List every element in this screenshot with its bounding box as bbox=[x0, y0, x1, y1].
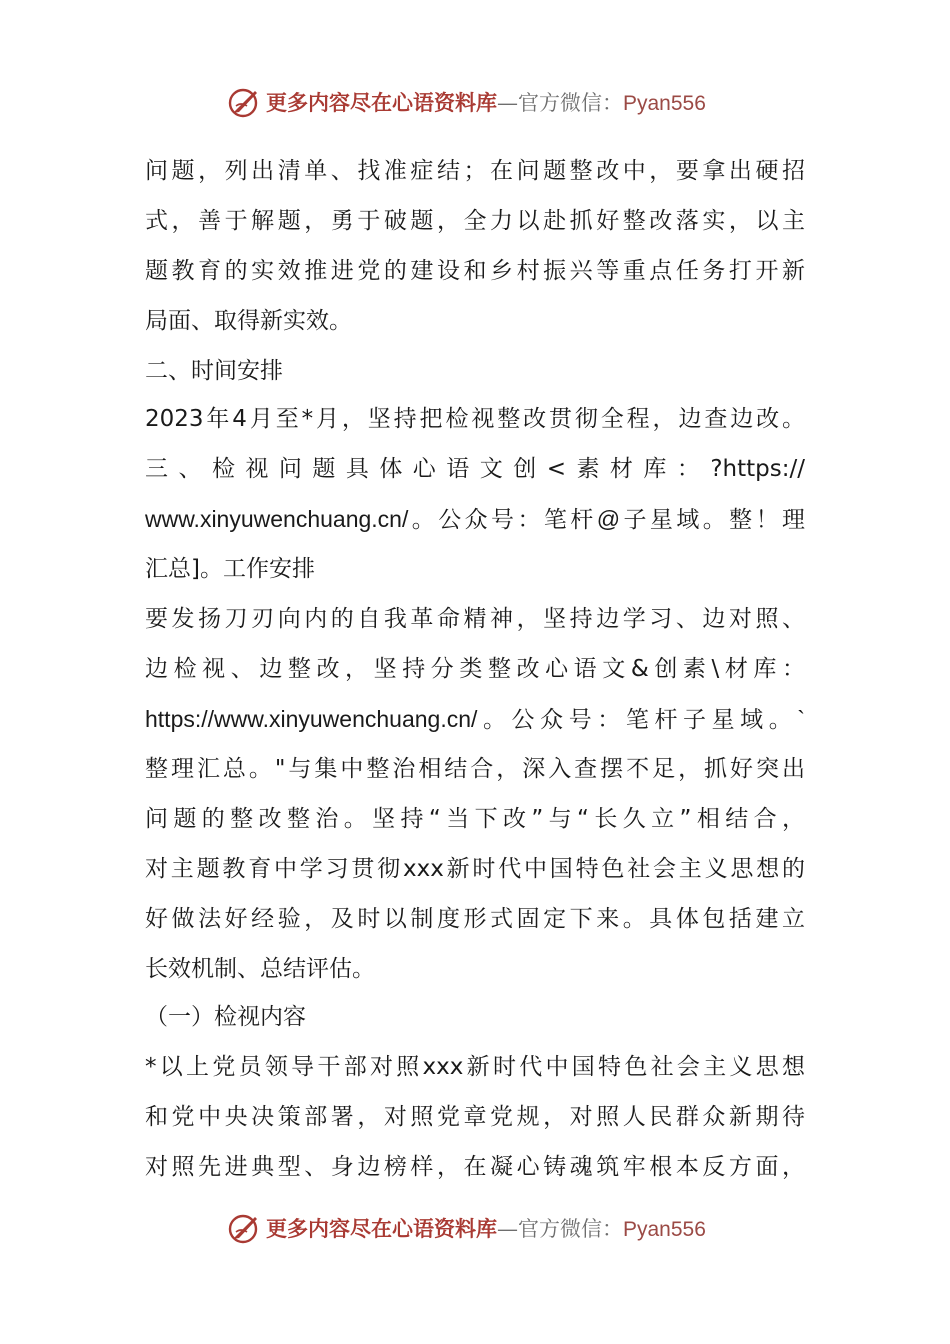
banner-wechat-id: Pyan556 bbox=[623, 1218, 706, 1241]
banner-text bbox=[266, 1214, 706, 1245]
pen-logo-icon bbox=[227, 86, 261, 120]
body-line-20: 和党中央决策部署，对照党章党规，对照人民群众新期待 bbox=[145, 1104, 805, 1130]
banner-text bbox=[266, 88, 706, 119]
body-line-9: 汇总]。工作安排 bbox=[145, 556, 315, 582]
banner-red-text: 更多内容尽在心语资料库 bbox=[266, 1216, 497, 1241]
body-line-8: www.xinyuwenchuang.cn/。公众号：笔杆@子星域。整！理 bbox=[145, 506, 805, 532]
body-line-14: 问题的整改整治。坚持“当下改”与“长久立”相结合， bbox=[145, 806, 805, 832]
body-line-17: 长效机制、总结评估。 bbox=[145, 956, 375, 982]
body-line-15: 对主题教育中学习贯彻xxx新时代中国特色社会主义思想的 bbox=[145, 856, 805, 882]
body-line-19: *以上党员领导干部对照xxx新时代中国特色社会主义思想 bbox=[145, 1054, 805, 1080]
body-line-21: 对照先进典型、身边榜样，在凝心铸魂筑牢根本反方面， bbox=[145, 1154, 805, 1180]
banner-dash: — bbox=[497, 1217, 518, 1241]
body-line-1: 问题，列出清单、找准症结；在问题整改中，要拿出硬招 bbox=[145, 158, 805, 184]
body-line-11: 边检视、边整改，坚持分类整改心语文&创素\材库： bbox=[145, 656, 805, 682]
body-line-10: 要发扬刀刃向内的自我革命精神，坚持边学习、边对照、 bbox=[145, 606, 805, 632]
banner-wechat-id: Pyan556 bbox=[623, 92, 706, 115]
banner-red-text: 更多内容尽在心语资料库 bbox=[266, 90, 497, 115]
body-line-12: https://www.xinyuwenchuang.cn/。公众号：笔杆子星域。` bbox=[145, 706, 805, 732]
banner-grey-text: 官方微信： bbox=[518, 1217, 623, 1241]
subsection-heading-1: （一）检视内容 bbox=[145, 1004, 306, 1030]
pen-logo-icon bbox=[227, 1212, 261, 1246]
body-line-4: 局面、取得新实效。 bbox=[145, 308, 352, 334]
body-line-3: 题教育的实效推进党的建设和乡村振兴等重点任务打开新 bbox=[145, 258, 805, 284]
section-heading-3: 三、检视问题具体心语文创<素材库：?https:// bbox=[145, 456, 805, 482]
banner-grey-text: 官方微信： bbox=[518, 91, 623, 115]
body-line-2: 式，善于解题，勇于破题，全力以赴抓好整改落实，以主 bbox=[145, 208, 805, 234]
section-heading-2: 二、时间安排 bbox=[145, 358, 283, 384]
footer-banner bbox=[0, 1210, 950, 1250]
banner-dash: — bbox=[497, 91, 518, 115]
body-line-6: 2023年4月至*月，坚持把检视整改贯彻全程，边查边改。 bbox=[145, 406, 805, 432]
body-line-16: 好做法好经验，及时以制度形式固定下来。具体包括建立 bbox=[145, 906, 805, 932]
body-line-13: 整理汇总。"与集中整治相结合，深入查摆不足，抓好突出 bbox=[145, 756, 805, 782]
header-banner bbox=[0, 84, 950, 124]
